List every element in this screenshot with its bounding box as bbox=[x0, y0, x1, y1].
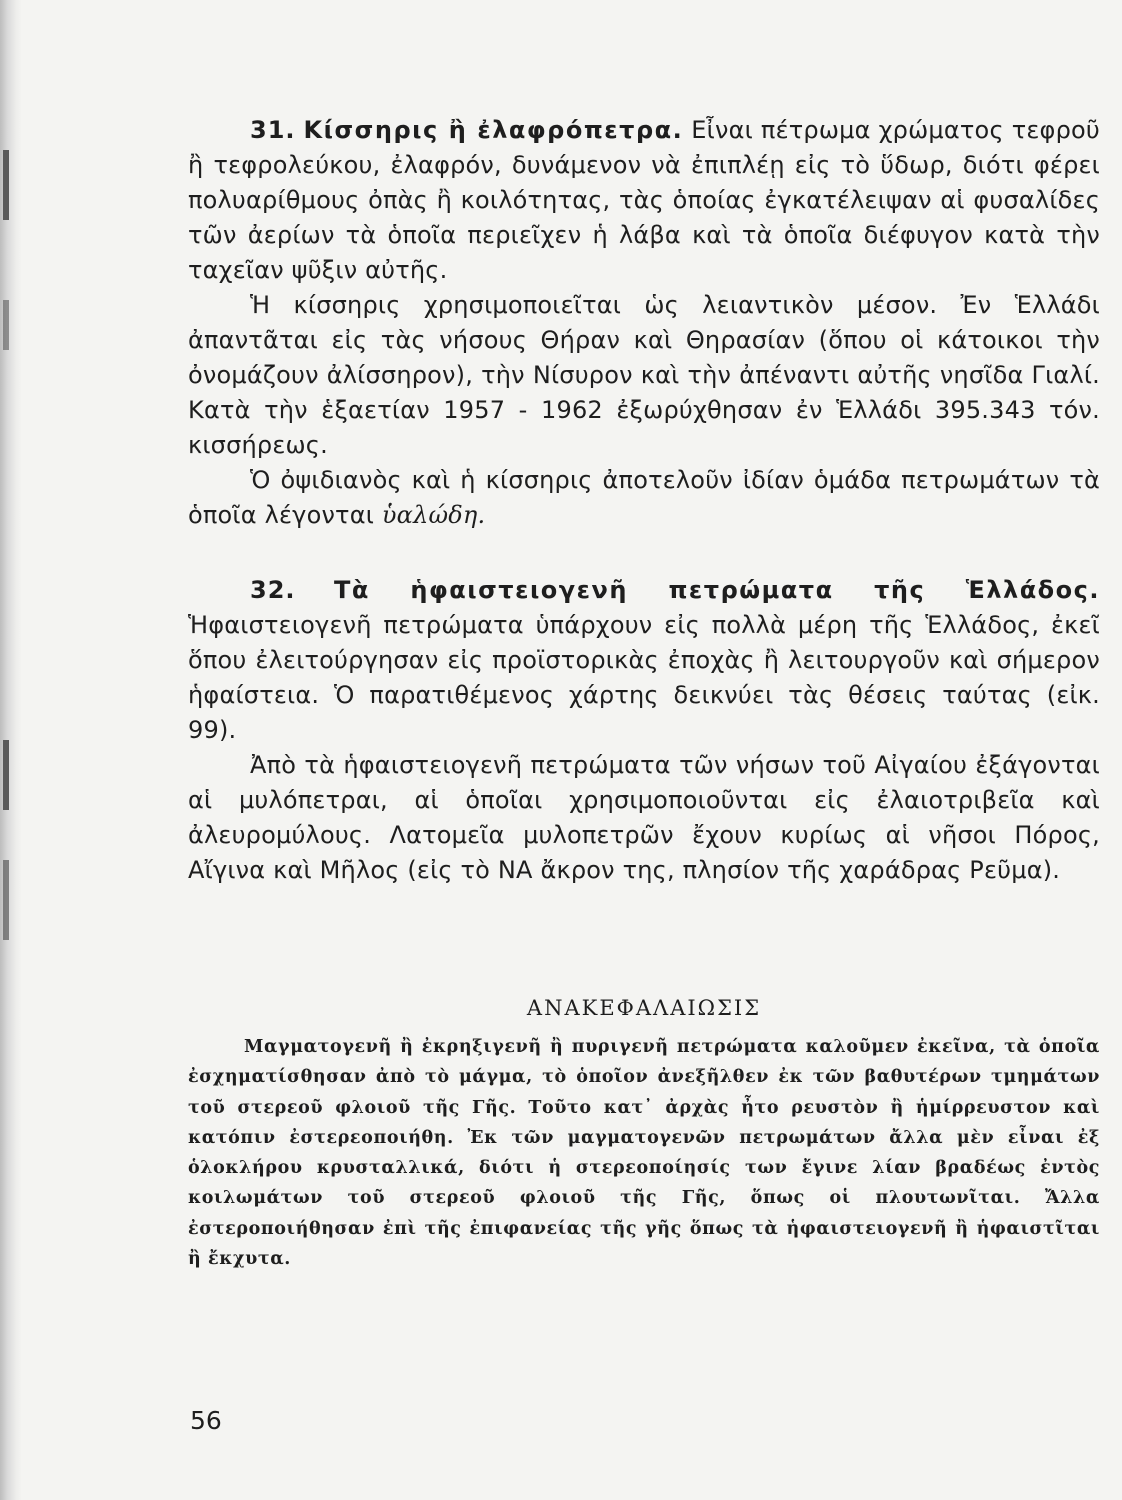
section-31-paragraph-3 bbox=[188, 463, 1100, 533]
binding-mark bbox=[3, 860, 9, 940]
section-31 bbox=[188, 113, 1100, 533]
summary-title: ΑΝΑΚΕΦΑΛΑΙΩΣΙΣ bbox=[526, 996, 762, 1020]
section-31-text-1: Εἶναι πέτρωμα χρώματος τεφροῦ ἢ τεφρολεύκου, ἐλαφρόν, δυνάμενον νὰ ἐπιπλέῃ εἰς τὸ ὕδωρ, διότι φέρει πολυαρίθμους ὀπὰς ἢ κοιλότητας, τὰς ὁποίας ἐγκατέλειψαν αἱ φυσαλίδες τῶν ἀερίων τὰ ὁποῖα περιεῖχεν ἡ λάβα καὶ τὰ ὁποῖα διέφυγον κατὰ τὴν ταχεῖαν ψῦξιν αὐτῆς. bbox=[188, 116, 1100, 284]
section-31-paragraph-1 bbox=[188, 113, 1100, 288]
section-31-text-3: Ὁ ὀψιδιανὸς καὶ ἡ κίσσηρις ἀποτελοῦν ἰδίαν ὁμάδα πετρωμάτων τὰ ὁποῖα λέγονται bbox=[188, 466, 1100, 529]
binding-mark bbox=[3, 740, 9, 810]
binding-mark bbox=[3, 300, 9, 350]
page-number: 56 bbox=[190, 1406, 222, 1435]
summary-text: Μαγματογενῆ ἢ ἐκρηξιγενῆ ἢ πυριγενῆ πετρώματα καλοῦμεν ἐκεῖνα, τὰ ὁποῖα ἐσχηματίσθησαν ἀπὸ τὸ μάγμα, τὸ ὁποῖον ἀνεξῆλθεν ἐκ τῶν βαθυτέρων τμημάτων τοῦ στερεοῦ φλοιοῦ τῆς Γῆς. Τοῦτο κατ᾽ ἀρχὰς ἦτο ρευστὸν ἢ ἡμίρρευστον καὶ κατόπιν ἐστερεοποιήθη. Ἐκ τῶν μαγματογενῶν πετρωμάτων ἄλλα μὲν εἶναι ἐξ ὁλοκλήρου κρυσταλλικά, διότι ἡ στερεοποίησίς των ἔγινε λίαν βραδέως ἐντὸς κοιλωμάτων τοῦ στερεοῦ φλοιοῦ τῆς Γῆς, ὅπως οἱ πλουτωνῖται. Ἄλλα ἐστεροποιήθησαν ἐπὶ τῆς ἐπιφανείας τῆς γῆς ὅπως τὰ ἡφαιστειογενῆ ἢ ἡφαιστῖται ἢ ἔκχυτα. bbox=[188, 1037, 1100, 1270]
section-32-paragraph-2: Ἀπὸ τὰ ἡφαιστειογενῆ πετρώματα τῶν νήσων τοῦ Αἰγαίου ἐξάγονται αἱ μυλόπετραι, αἱ ὁποῖαι χρησιμοποιοῦνται εἰς ἐλαιοτριβεῖα καὶ ἀλευρομύλους. Λατομεῖα μυλοπετρῶν ἔχουν κυρίως αἱ νῆσοι Πόρος, Αἴγινα καὶ Μῆλος (εἰς τὸ ΝΑ ἄκρον της, πλησίον τῆς χαράδρας Ρεῦμα). bbox=[188, 751, 1100, 884]
section-32 bbox=[188, 573, 1100, 888]
section-31-heading: Κίσσηρις ἢ ἐλαφρόπετρα. bbox=[303, 116, 684, 144]
section-31-number: 31. bbox=[250, 116, 296, 144]
section-32-paragraph-1 bbox=[188, 573, 1100, 748]
section-32-text-1: Ἡφαιστειογενῆ πετρώματα ὑπάρχουν εἰς πολλὰ μέρη τῆς Ἑλλάδος, ἐκεῖ ὅπου ἐλειτούργησαν εἰς προϊστορικὰς ἐποχὰς ἢ λειτουργοῦν καὶ σήμερον ἡφαίστεια. Ὁ παρατιθέμενος χάρτης δεικνύει τὰς θέσεις ταύτας (εἰκ. 99). bbox=[188, 611, 1100, 744]
section-32-number: 32. bbox=[250, 576, 296, 604]
italic-term: ὑαλώδη. bbox=[381, 501, 486, 529]
section-31-paragraph-2: Ἡ κίσσηρις χρησιμοποιεῖται ὡς λειαντικὸν μέσον. Ἐν Ἑλλάδι ἀπαντᾶται εἰς τὰς νήσους Θήραν καὶ Θηρασίαν (ὅπου οἱ κάτοικοι τὴν ὀνομάζουν ἀλίσσηρον), τὴν Νίσυρον καὶ τὴν ἀπέναντι αὐτῆς νησῖδα Γιαλί. Κατὰ τὴν ἑξαετίαν 1957 - 1962 ἐξωρύχθησαν ἐν Ἑλλάδι 395.343 τόν. κισσήρεως. bbox=[188, 291, 1100, 459]
binding-shadow bbox=[0, 0, 22, 1500]
section-32-heading: Τὰ ἡφαιστειογενῆ πετρώματα τῆς Ἑλλάδος. bbox=[334, 576, 1100, 604]
binding-mark bbox=[3, 150, 9, 220]
